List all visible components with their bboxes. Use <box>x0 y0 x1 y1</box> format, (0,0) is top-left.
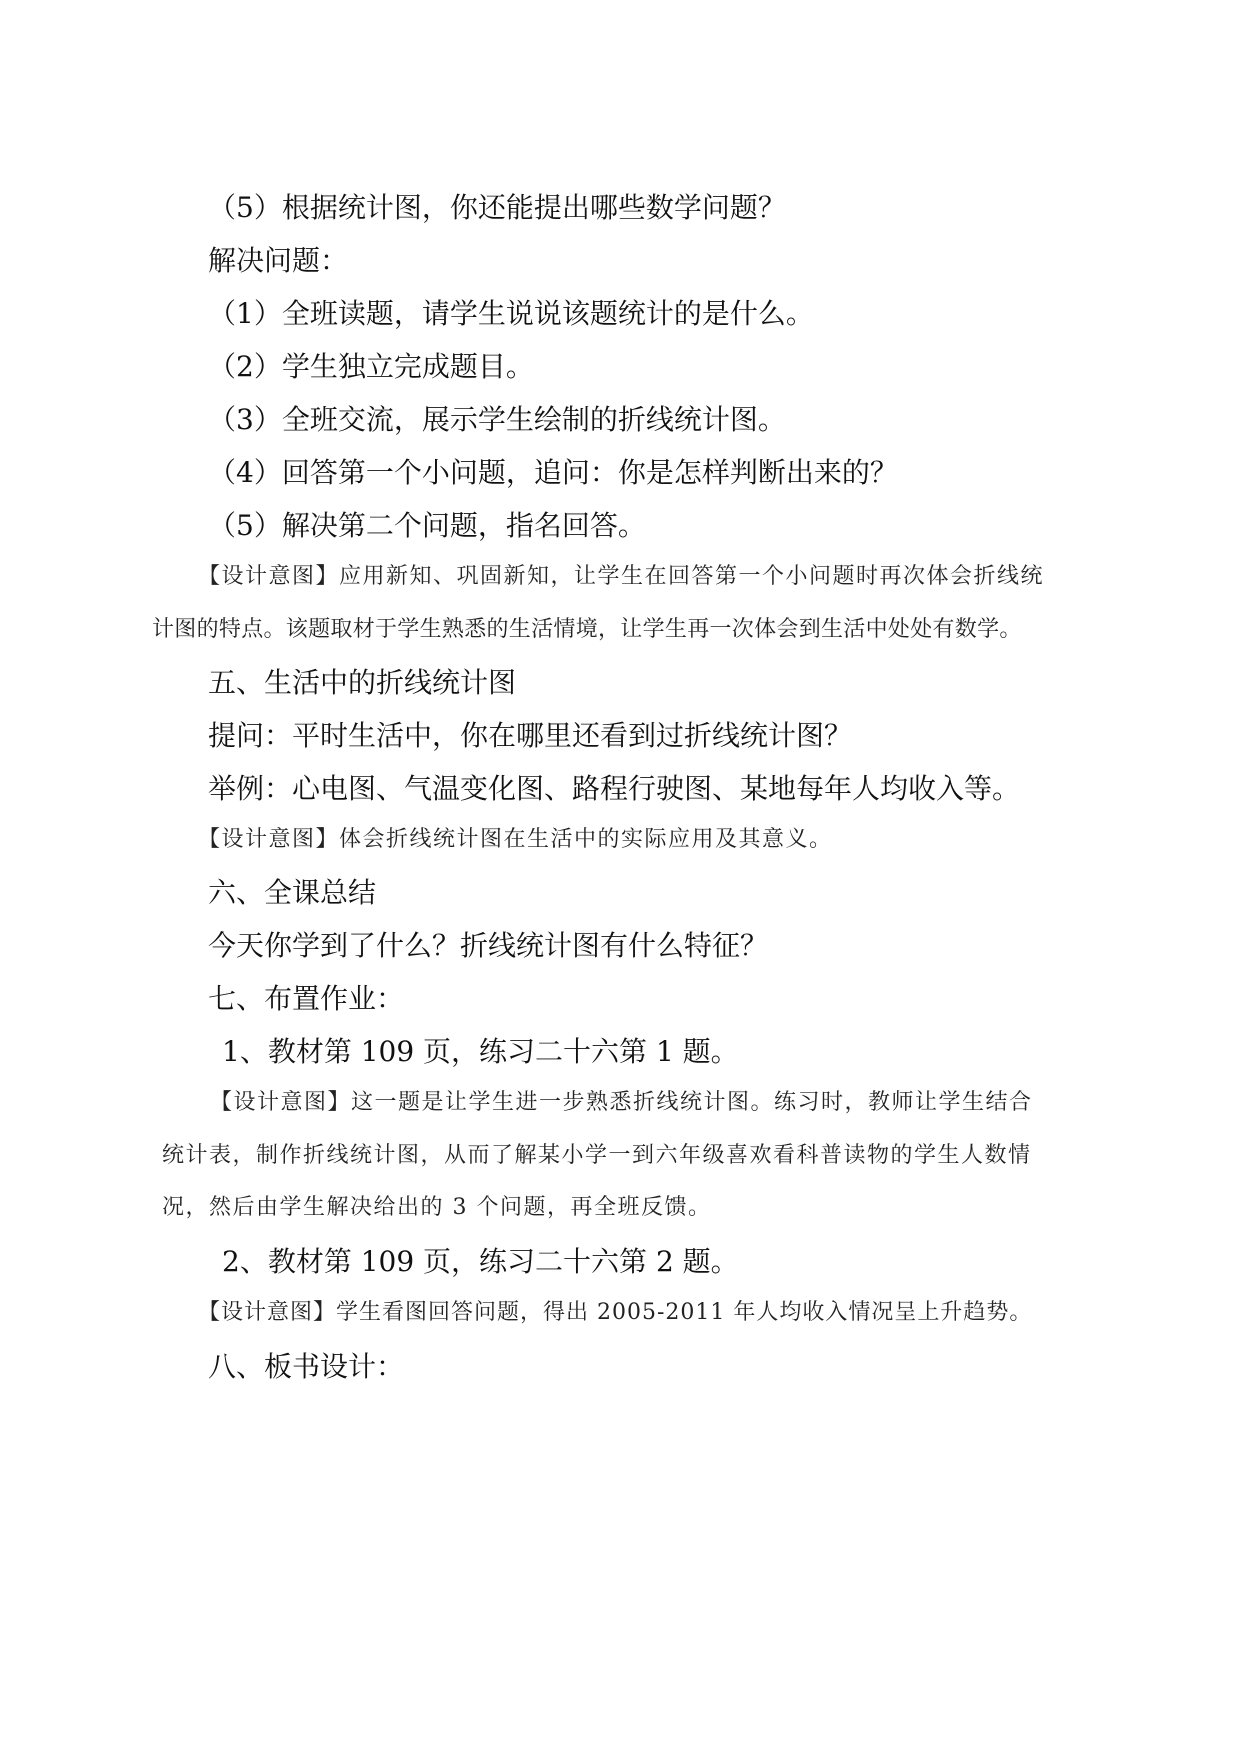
section-5-heading: 五、生活中的折线统计图 <box>208 666 517 699</box>
section-6-heading: 六、全课总结 <box>208 876 377 909</box>
step-4-line: （4）回答第一个小问题，追问：你是怎样判断出来的？ <box>208 456 898 489</box>
question-line: 提问：平时生活中，你在哪里还看到过折线统计图？ <box>208 719 853 752</box>
step-1-line: （1）全班读题，请学生说说该题统计的是什么。 <box>208 297 814 330</box>
step-3-line: （3）全班交流，展示学生绘制的折线统计图。 <box>208 403 786 436</box>
section-7-heading: 七、布置作业： <box>208 982 405 1015</box>
design-note-1-line-1: 【设计意图】应用新知、巩固新知，让学生在回答第一个小问题时再次体会折线统 <box>198 564 1045 589</box>
question-5-line: （5）根据统计图，你还能提出哪些数学问题？ <box>208 191 786 224</box>
step-2-line: （2）学生独立完成题目。 <box>208 350 534 383</box>
solve-heading: 解决问题： <box>208 244 349 277</box>
summary-question-line: 今天你学到了什么？折线统计图有什么特征？ <box>208 929 769 962</box>
design-note-4: 【设计意图】学生看图回答问题，得出 2005-2011 年人均收入情况呈上升趋势。 <box>198 1300 1033 1325</box>
design-note-3-line-3: 况，然后由学生解决给出的 3 个问题，再全班反馈。 <box>162 1195 712 1220</box>
section-8-heading: 八、板书设计： <box>208 1350 405 1383</box>
homework-1-line: 1、教材第 109 页，练习二十六第 1 题。 <box>222 1035 739 1068</box>
design-note-2: 【设计意图】体会折线统计图在生活中的实际应用及其意义。 <box>198 827 833 852</box>
design-note-1-line-2: 计图的特点。该题取材于学生熟悉的生活情境，让学生再一次体会到生活中处处有数学。 <box>152 617 1022 642</box>
examples-line: 举例：心电图、气温变化图、路程行驶图、某地每年人均收入等。 <box>208 772 1021 805</box>
design-note-3-line-2: 统计表，制作折线统计图，从而了解某小学一到六年级喜欢看科普读物的学生人数情 <box>162 1143 1032 1168</box>
step-5-line: （5）解决第二个问题，指名回答。 <box>208 509 646 542</box>
homework-2-line: 2、教材第 109 页，练习二十六第 2 题。 <box>222 1245 739 1278</box>
design-note-3-line-1: 【设计意图】这一题是让学生进一步熟悉折线统计图。练习时，教师让学生结合 <box>210 1090 1033 1115</box>
